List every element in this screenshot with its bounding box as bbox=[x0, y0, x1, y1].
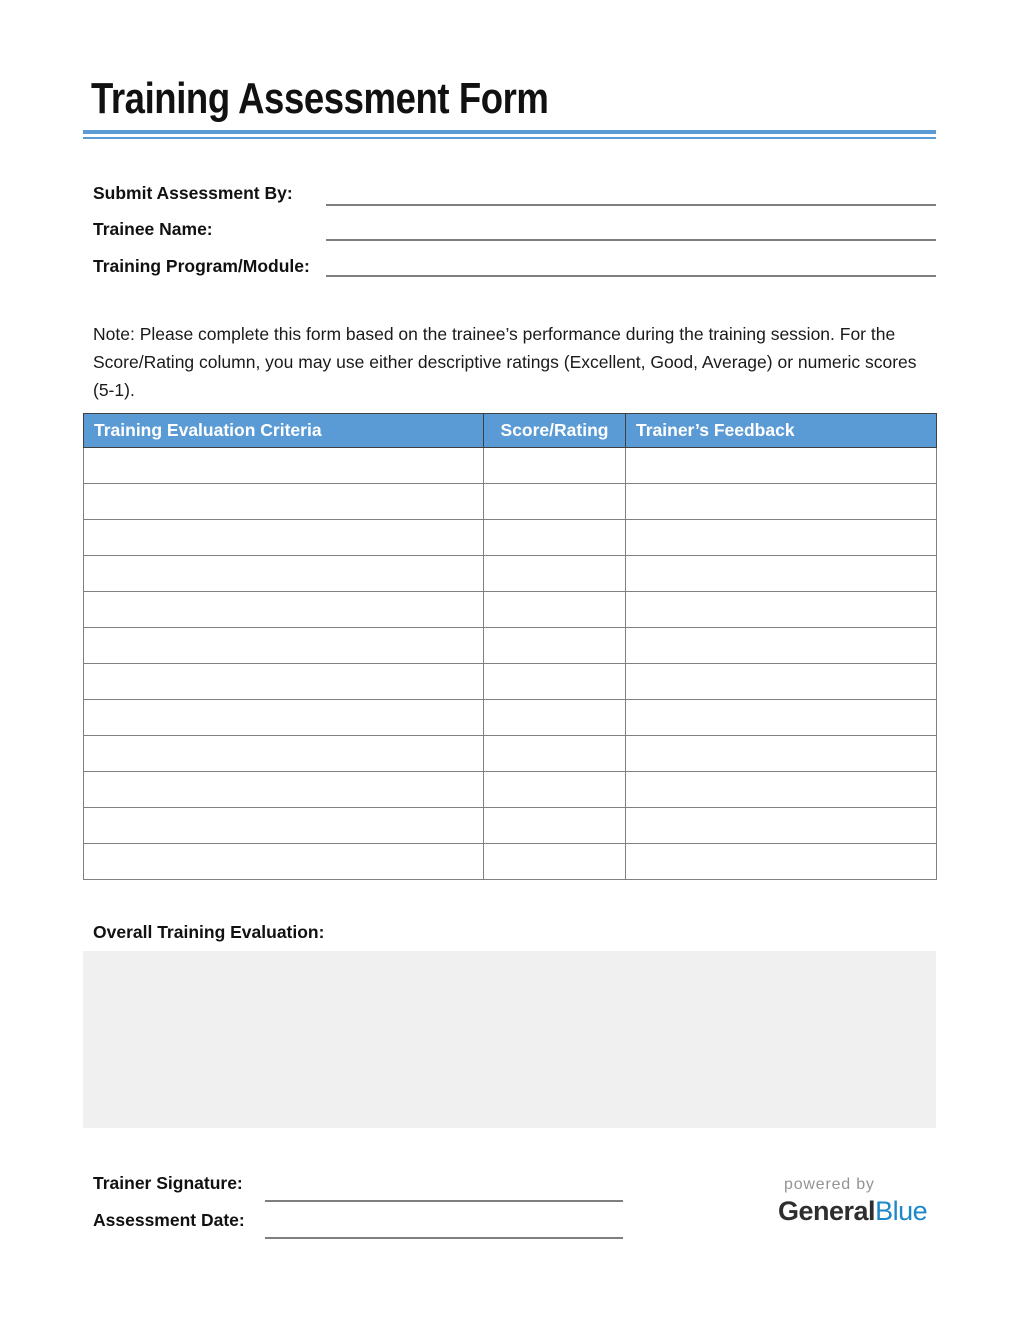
table-cell[interactable] bbox=[84, 448, 484, 484]
table-cell[interactable] bbox=[484, 808, 626, 844]
table-cell[interactable] bbox=[84, 700, 484, 736]
table-row bbox=[84, 736, 937, 772]
table-cell[interactable] bbox=[84, 808, 484, 844]
table-cell[interactable] bbox=[84, 484, 484, 520]
table-row bbox=[84, 520, 937, 556]
table-row bbox=[84, 448, 937, 484]
table-cell[interactable] bbox=[626, 808, 937, 844]
table-cell[interactable] bbox=[484, 736, 626, 772]
trainee-name-input-line[interactable] bbox=[326, 239, 936, 241]
table-row bbox=[84, 556, 937, 592]
overall-evaluation-label: Overall Training Evaluation: bbox=[93, 922, 325, 942]
assessment-date-label: Assessment Date: bbox=[93, 1210, 245, 1230]
general-blue-logo bbox=[778, 1176, 936, 1227]
score-rating-column-header: Score/Rating bbox=[484, 414, 626, 448]
assessment-date-input-line[interactable] bbox=[265, 1237, 623, 1239]
title-divider-thin-line bbox=[83, 137, 936, 139]
table-cell[interactable] bbox=[626, 592, 937, 628]
table-header-row bbox=[84, 414, 937, 448]
table-row bbox=[84, 844, 937, 880]
training-program-input-line[interactable] bbox=[326, 275, 936, 277]
table-row bbox=[84, 808, 937, 844]
brand-wordmark bbox=[778, 1196, 936, 1227]
instructions-note: Note: Please complete this form based on the trainee’s performance during the training session. For the Score/Rating column, you may use either descriptive ratings (Excellent, Good, Average) or numeric scores (5-1). bbox=[93, 324, 917, 400]
trainer-feedback-column-header: Trainer’s Feedback bbox=[626, 414, 937, 448]
trainer-signature-label: Trainer Signature: bbox=[93, 1173, 243, 1193]
table-row bbox=[84, 628, 937, 664]
table-cell[interactable] bbox=[484, 484, 626, 520]
table-cell[interactable] bbox=[626, 664, 937, 700]
table-cell[interactable] bbox=[84, 664, 484, 700]
criteria-column-header: Training Evaluation Criteria bbox=[84, 414, 484, 448]
table-cell[interactable] bbox=[84, 844, 484, 880]
table-cell[interactable] bbox=[626, 736, 937, 772]
table-cell[interactable] bbox=[484, 700, 626, 736]
table-row bbox=[84, 664, 937, 700]
table-cell[interactable] bbox=[626, 628, 937, 664]
table-cell[interactable] bbox=[484, 772, 626, 808]
table-cell[interactable] bbox=[84, 772, 484, 808]
submit-assessment-by-label: Submit Assessment By: bbox=[93, 183, 293, 203]
table-cell[interactable] bbox=[484, 448, 626, 484]
table-cell[interactable] bbox=[84, 736, 484, 772]
table-cell[interactable] bbox=[626, 484, 937, 520]
table-cell[interactable] bbox=[626, 772, 937, 808]
table-cell[interactable] bbox=[484, 556, 626, 592]
table-cell[interactable] bbox=[626, 556, 937, 592]
table-cell[interactable] bbox=[484, 592, 626, 628]
table-row bbox=[84, 772, 937, 808]
table-cell[interactable] bbox=[84, 592, 484, 628]
table-cell[interactable] bbox=[626, 448, 937, 484]
brand-general-text: General bbox=[778, 1196, 876, 1226]
table-cell[interactable] bbox=[484, 844, 626, 880]
table-row bbox=[84, 592, 937, 628]
training-program-label: Training Program/Module: bbox=[93, 256, 310, 276]
table-cell[interactable] bbox=[484, 520, 626, 556]
table-cell[interactable] bbox=[626, 520, 937, 556]
table-body bbox=[84, 448, 937, 880]
table-cell[interactable] bbox=[84, 520, 484, 556]
title-divider bbox=[83, 130, 936, 139]
submit-assessment-by-input-line[interactable] bbox=[326, 204, 936, 206]
table-row bbox=[84, 700, 937, 736]
brand-blue-text: Blue bbox=[875, 1196, 928, 1226]
table-cell[interactable] bbox=[84, 556, 484, 592]
overall-evaluation-textarea[interactable] bbox=[83, 951, 936, 1128]
table-cell[interactable] bbox=[484, 628, 626, 664]
powered-by-text: powered by bbox=[784, 1176, 875, 1193]
table-cell[interactable] bbox=[84, 628, 484, 664]
table-row bbox=[84, 484, 937, 520]
table-cell[interactable] bbox=[484, 664, 626, 700]
table-cell[interactable] bbox=[626, 844, 937, 880]
trainer-signature-input-line[interactable] bbox=[265, 1200, 623, 1202]
trainee-name-label: Trainee Name: bbox=[93, 219, 213, 239]
page-title: Training Assessment Form bbox=[91, 74, 549, 123]
evaluation-table bbox=[83, 413, 937, 880]
table-cell[interactable] bbox=[626, 700, 937, 736]
